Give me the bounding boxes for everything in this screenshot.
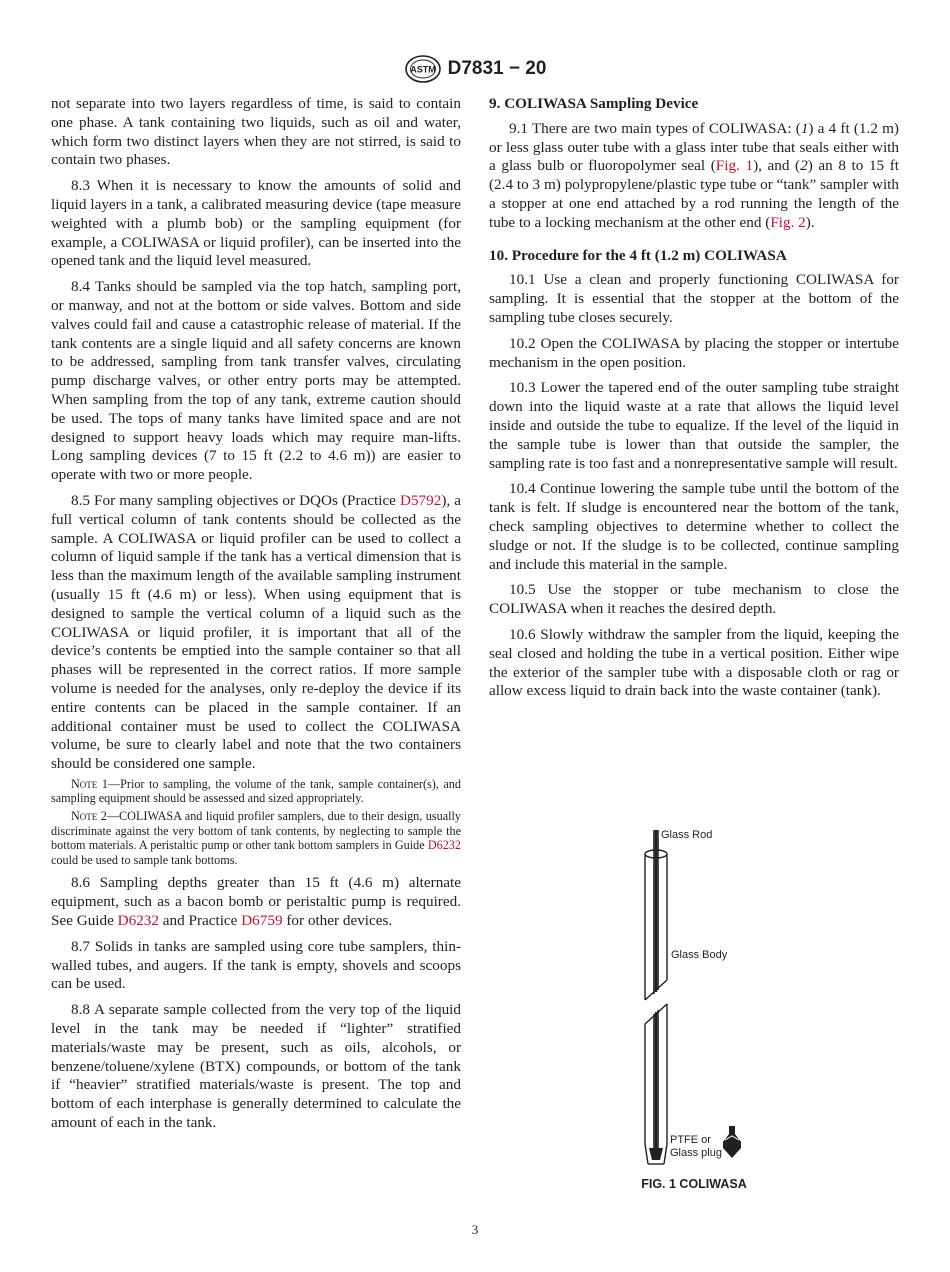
paragraph-8-3: 8.3 When it is necessary to know the amounts of solid and liquid layers in a tank, a calibrated measuring device (tape measure weighted with a plumb bob) or the sampling equipment (for example, a COLIWASA or liquid profiler), can be inserted into the opened tank and the liquid level measured. (51, 177, 461, 270)
paragraph-8-2-continued: not separate into two layers regardless of time, is said to contain one phase. A tank containing two liquids, such as oil and water, which form two distinct layers when they are not stirred, is said to contain two phases. (51, 95, 461, 169)
coliwasa-figure (560, 822, 810, 1167)
plug-detail-icon (723, 1126, 741, 1158)
paragraph-8-7: 8.7 Solids in tanks are sampled using core tube samplers, thin-walled tubes, and augers. If the tank is empty, shovels and scoops can be used. (51, 937, 461, 993)
figure-caption: FIG. 1 COLIWASA (641, 1177, 747, 1191)
section-9-heading: 9. COLIWASA Sampling Device (489, 95, 699, 112)
paragraph-10-2: 10.2 Open the COLIWASA by placing the stopper or intertube mechanism in the open position. (489, 334, 899, 371)
label-glass-body: Glass Body (671, 949, 728, 961)
astm-logo-icon (404, 54, 442, 84)
right-column (489, 95, 899, 708)
paragraph-10-4: 10.4 Continue lowering the sample tube until the bottom of the tank is felt. If sludge is encountered near the bottom of the tank, check sampling objectives to determine whether to collect the sludge or not. If the sludge is to be collected, continue sampling and include this material in the sample. (489, 480, 899, 573)
section-10-heading: 10. Procedure for the 4 ft (1.2 m) COLIWASA (489, 246, 787, 264)
label-plug-line-2: Glass plug (670, 1147, 722, 1159)
paragraph-8-6: 8.6 Sampling depths greater than 15 ft (4.6 m) alternate equipment, such as a bacon bomb or peristaltic pump is required. See Guide D6232 and Practice D6759 for other devices. (51, 874, 461, 930)
paragraph-10-5: 10.5 Use the stopper or tube mechanism to close the COLIWASA when it reaches the desired depth. (489, 581, 899, 618)
document-id: D7831 − 20 (447, 58, 547, 79)
svg-text:ASTM: ASTM (409, 64, 436, 75)
glass-rod-lower (649, 1010, 663, 1160)
link-d6232-note[interactable]: D6232 (427, 838, 461, 853)
paragraph-10-1: 10.1 Use a clean and properly functioning COLIWASA for sampling. It is essential that the stopper at the bottom of the sampling tube closes securely. (489, 271, 899, 326)
label-plug-line-1: PTFE or (670, 1134, 711, 1146)
label-glass-rod: Glass Rod (661, 829, 713, 841)
link-fig-1[interactable]: Fig. 1 (715, 157, 754, 175)
paragraph-10-6: 10.6 Slowly withdraw the sampler from the liquid, keeping the seal closed and holding the tube in a vertical position. Either wipe the exterior of the sampler tube with a disposable cloth or rag or allow excess liquid to drain back into the waste container (tank). (489, 625, 899, 700)
paragraph-8-8: 8.8 A separate sample collected from the very top of the liquid level in the tank may be needed if “lighter” stratified materials/waste may be present, such as oils, alcohols, or benzene/toluene/xylene (BTX) compounds, or bottom of the tank if “heavier” stratified materials/waste is present. The top and bottom of each interphase is generally determined to calculate the amount of each in the tank. (51, 1001, 461, 1132)
link-d5792[interactable]: D5792 (399, 491, 442, 509)
left-column (51, 95, 461, 1140)
link-d6232[interactable]: D6232 (117, 912, 159, 930)
paragraph-9-1: 9.1 There are two main types of COLIWASA: (1) a 4 ft (1.2 m) or less glass outer tube with a glass inter tube that seals either with a glass bulb or fluoropolymer seal (Fig. 1), and (2) an 8 to 15 ft (2.4 to 3 m) polypropylene/plastic type tube or “tank” sampler with a stopper at one end attached by a rod running the length of the tube to a locking mechanism at the other end (Fig. 2). (489, 119, 900, 231)
glass-rod-upper (654, 830, 658, 994)
link-fig-2[interactable]: Fig. 2 (770, 213, 806, 231)
page-header (0, 52, 950, 86)
link-d6759[interactable]: D6759 (241, 912, 283, 930)
paragraph-8-5: 8.5 For many sampling objectives or DQOs (Practice D5792), a full vertical column of tank contents should be collected as the sample. A COLIWASA or liquid profiler can be used to collect a column of liquid sample if the tank has a vertical dimension that is less than the maximum length of the available sampling instrument (usually 15 ft (4.6 m) or less). When using equipment that is designed to sample the vertical column of a liquid such as the COLIWASA or liquid profiler, it is important that all of the device’s contents be emptied into the sample container so that all phases will be represented in the correct ratios. If more sample volume is needed for the analyses, only re-deploy the device if its entire contents can be placed in the sample container. If an additional container must be used to collect the COLIWASA volume, be sure to clearly label and note that the two containers should be considered one sample. (51, 491, 461, 773)
note-2: Note 2—COLIWASA and liquid profiler samplers, due to their design, usually discriminate against the very bottom of tank contents, by neglecting to sample the bottom materials. A peristaltic pump or other tank bottom samplers in Guide D6232 could be used to sample tank bottoms. (51, 809, 461, 867)
note-1: Note 1—Prior to sampling, the volume of the tank, sample container(s), and sampling equipment should be assessed and sized appropriately. (51, 776, 461, 806)
paragraph-8-4: 8.4 Tanks should be sampled via the top hatch, sampling port, or manway, and not at the bottom or side valves. Bottom and side valves could fail and cause a catastrophic release of material. If the tank contents are a single liquid and all safety concerns are known to be addressed, sampling from tank transfer valves, circulating pump discharge valves, or other entry ports may be attempted. When sampling from the top of any tank, extreme caution should be used. The tops of many tanks have limited space and are not designed to support heavy loads which may require man-lifts. Long sampling devices (7 to 15 ft (2.2 to 4.6 m)) are easier to operate with two or more people. (51, 278, 461, 484)
page-number: 3 (471, 1222, 479, 1237)
paragraph-10-3: 10.3 Lower the tapered end of the outer sampling tube straight down into the liquid waste at a rate that allows the liquid level inside and outside the tube to equalize. If the level of the liquid in the sample tube is lower than that outside the sampler, the sampling rate is too fast and a nonrepresentative sample will result. (489, 379, 899, 472)
